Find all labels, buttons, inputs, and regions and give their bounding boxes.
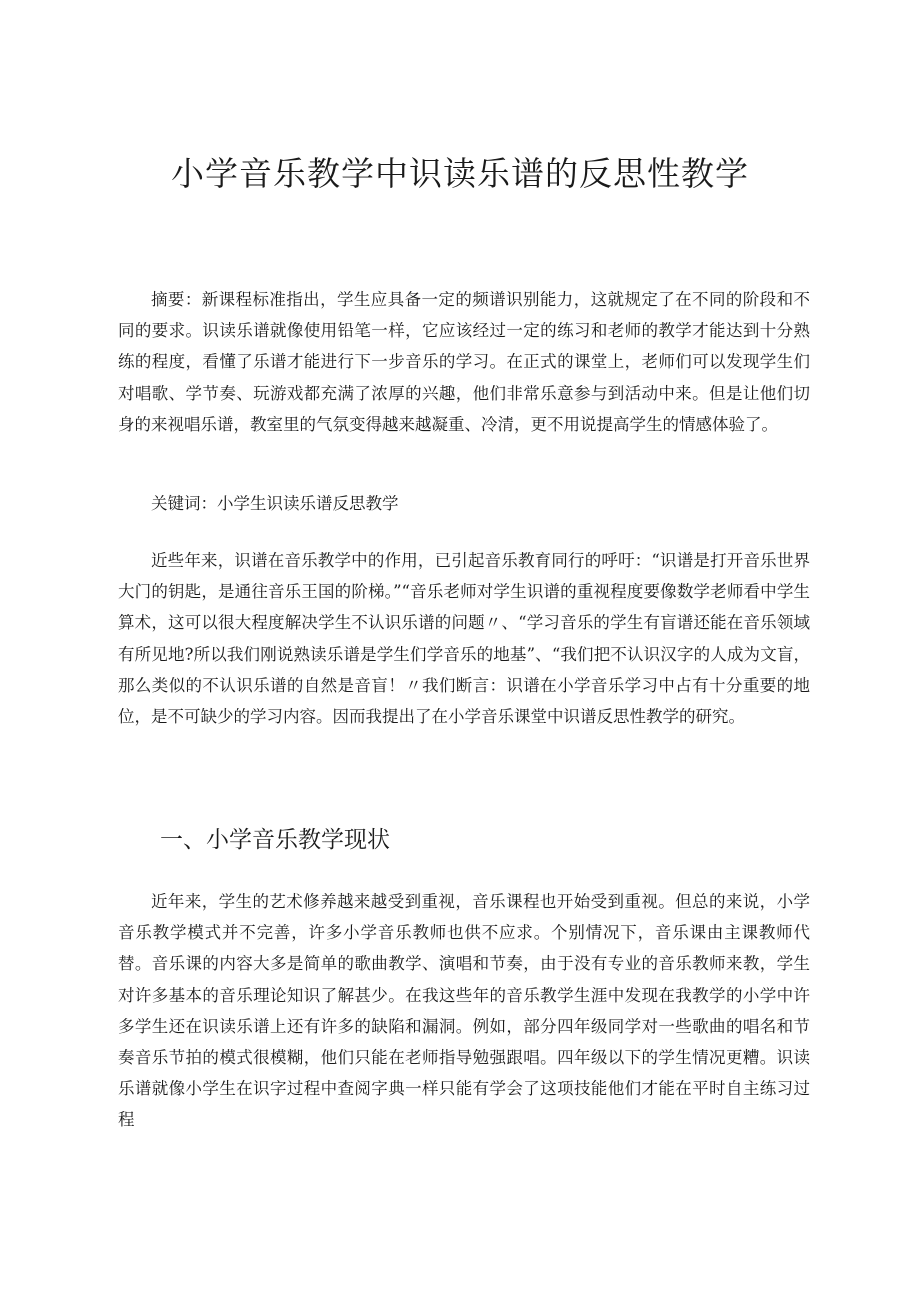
intro-paragraph: 近些年来，识谱在音乐教学中的作用，已引起音乐教育同行的呼吁：“识谱是打开音乐世界大门的钥匙，是通往音乐王国的阶梯。”“音乐老师对学生识谱的重视程度要像数学老师看中学生算术，这可以很大程度解决学生不认识乐谱的问题〃、“学习音乐的学生有盲谱还能在音乐领域有所见地?所以我们刚说熟读乐谱是学生们学音乐的地基”、“我们把不认识汉字的人成为文盲，那么类似的不认识乐谱的自然是音盲！〃我们断言：识谱在小学音乐学习中占有十分重要的地位，是不可缺少的学习内容。因而我提出了在小学音乐课堂中识谱反思性教学的研究。	[118, 551, 810, 727]
section-paragraph: 近年来，学生的艺术修养越来越受到重视，音乐课程也开始受到重视。但总的来说，小学音乐教学模式并不完善，许多小学音乐教师也供不应求。个别情况下，音乐课由主课教师代替。音乐课的内容大多是简单的歌曲教学、演唱和节奏，由于没有专业的音乐教师来教，学生对许多基本的音乐理论知识了解甚少。在我这些年的音乐教学生涯中发现在我教学的小学中许多学生还在识读乐谱上还有许多的缺陷和漏洞。例如，部分四年级同学对一些歌曲的唱名和节奏音乐节拍的模式很模糊，他们只能在老师指导勉强跟唱。四年级以下的学生情况更糟。识读乐谱就像小学生在识字过程中查阅字典一样只能有学会了这项技能他们才能在平时自主练习过程	[118, 892, 810, 1130]
document-title: 小学音乐教学中识读乐谱的反思性教学	[171, 154, 749, 193]
section-heading: 一、小学音乐教学现状	[160, 827, 390, 853]
keywords-line: 关键词：小学生识读乐谱反思教学	[151, 494, 399, 513]
abstract-paragraph: 摘要：新课程标准指出，学生应具备一定的频谱识别能力，这就规定了在不同的阶段和不同的要求。识读乐谱就像使用铅笔一样，它应该经过一定的练习和老师的教学才能达到十分熟练的程度，看懂了乐谱才能进行下一步音乐的学习。在正式的课堂上，老师们可以发现学生们对唱歌、学节奏、玩游戏都充满了浓厚的兴趣，他们非常乐意参与到活动中来。但是让他们切身的来视唱乐谱，教室里的气氛变得越来越凝重、冷清，更不用说提高学生的情感体验了。	[118, 290, 810, 434]
